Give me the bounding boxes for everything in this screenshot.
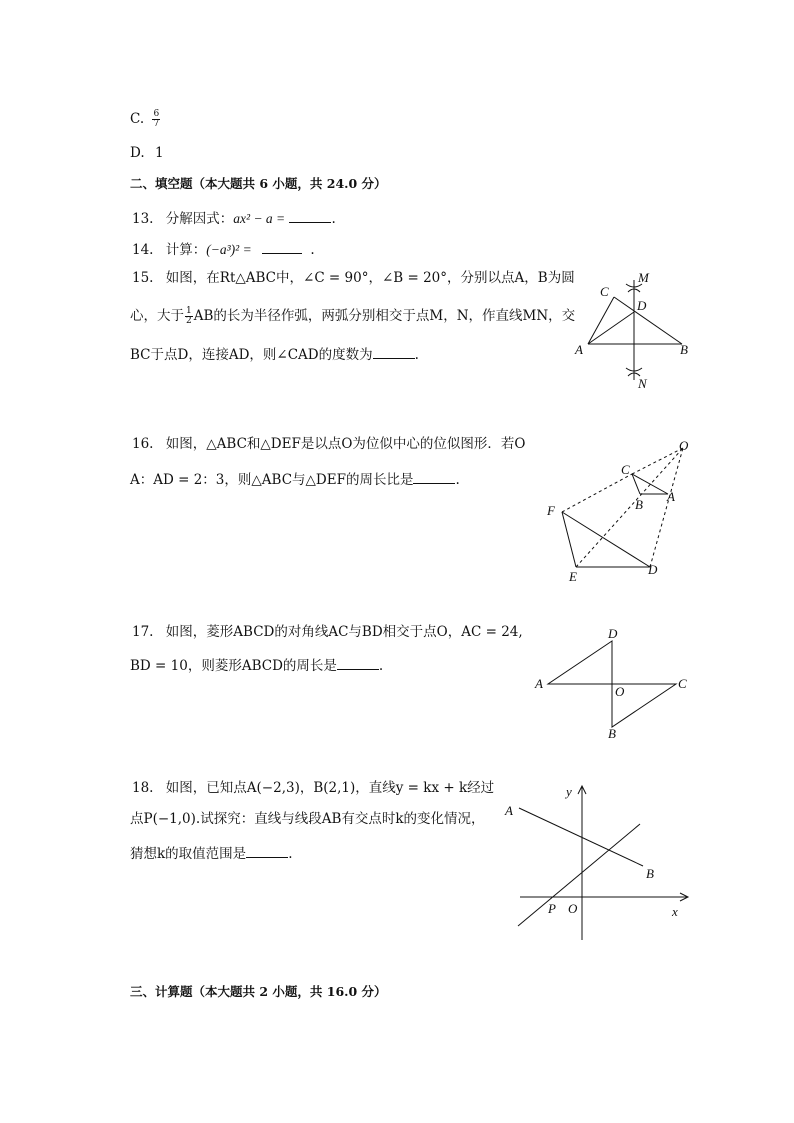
q16-label-a: A <box>667 489 675 504</box>
q17-label-c: C <box>678 676 687 691</box>
question-15-line-2 <box>130 307 575 326</box>
q17-figure <box>530 624 700 744</box>
question-17-line-1 <box>132 626 523 640</box>
q17-number: 17. <box>132 624 154 640</box>
q18-line-through-p <box>518 824 640 926</box>
q15-label-d: D <box>637 298 647 313</box>
q16-line2-text: A：AD = 2：3，则△ABC与△DEF的周长比是 <box>130 472 414 488</box>
q16-dashed-co <box>632 448 683 474</box>
q17-label-d: D <box>608 626 618 641</box>
q16-label-o: O <box>679 438 689 453</box>
q15-segment-ac <box>588 297 614 344</box>
q16-figure <box>540 436 700 586</box>
q16-segment-fd <box>562 512 650 567</box>
q13-math: ax² − a = <box>233 211 286 226</box>
q15-label-n: N <box>638 376 647 391</box>
q17-label-a: A <box>535 676 543 691</box>
q14-answer-blank <box>262 241 302 254</box>
question-15-line-3 <box>130 346 419 363</box>
q18-figure <box>500 780 700 950</box>
q16-segment-ca <box>632 474 668 494</box>
q17-label-o: O <box>615 684 625 699</box>
question-18-line-1 <box>132 782 494 796</box>
q15-line1-text: 如图，在Rt△ABC中，∠C = 90°，∠B = 20°，分别以点A，B为圆 <box>165 270 575 286</box>
q17-end: . <box>378 658 384 674</box>
question-13 <box>132 210 336 227</box>
question-18-line-2 <box>130 813 485 827</box>
q16-label-b: B <box>635 497 643 512</box>
q16-label-d: D <box>648 562 658 577</box>
section-2-heading: 二、填空题（本大题共 6 小题，共 24.0 分） <box>130 176 387 191</box>
q18-line1-text: 如图，已知点A(−2,3)，B(2,1)，直线y = kx + k经过 <box>165 780 495 796</box>
question-16-line-1 <box>132 438 525 452</box>
q15-number: 15. <box>132 270 154 286</box>
q15-segment-cb <box>614 297 682 344</box>
option-c-fraction <box>152 110 160 129</box>
q14-math: (−a³)² = <box>206 242 252 257</box>
q16-dashed-fc <box>562 474 632 512</box>
q14-end: . <box>310 242 315 258</box>
option-c <box>130 110 161 129</box>
q15-line3-text: BC于点D，连接AD，则∠CAD的度数为 <box>130 347 373 363</box>
option-d-value: 1 <box>154 145 164 161</box>
q15-line2b-text: AB的长为半径作弧，两弧分别相交于点M，N，作直线MN，交 <box>193 308 576 324</box>
q15-half-den: 2 <box>186 316 192 326</box>
q18-label-x: x <box>672 904 678 919</box>
option-c-label: C. <box>130 111 145 127</box>
q15-answer-blank <box>373 346 415 359</box>
option-c-numerator: 6 <box>153 109 160 119</box>
q13-end: . <box>331 211 336 227</box>
q16-line1-text: 如图，△ABC和△DEF是以点O为位似中心的位似图形．若O <box>165 436 526 452</box>
q17-answer-blank <box>337 657 379 670</box>
q16-end: . <box>455 472 460 488</box>
q18-label-b: B <box>646 866 654 881</box>
option-d-label: D. <box>130 145 145 161</box>
question-16-line-2 <box>130 471 460 488</box>
q13-answer-blank <box>289 210 331 223</box>
q18-line3-text: 猜想k的取值范围是 <box>130 846 247 862</box>
q16-dashed-do <box>650 448 683 567</box>
q16-number: 16. <box>132 436 154 452</box>
q15-segment-ad <box>588 312 634 344</box>
question-14 <box>132 241 315 258</box>
question-15-line-1 <box>132 272 575 286</box>
q15-label-m: M <box>638 270 649 285</box>
question-17-line-2 <box>130 657 383 674</box>
q15-line2a-text: 心，大于 <box>130 308 184 324</box>
q17-label-b: B <box>608 726 616 741</box>
q15-half-fraction <box>185 307 193 326</box>
q18-line2-text: 点P(−1,0).试探究：直线与线段AB有交点时k的变化情况， <box>130 811 485 827</box>
q13-text: 分解因式： <box>165 211 234 227</box>
q13-number: 13. <box>132 211 154 227</box>
q15-label-c: C <box>600 284 609 299</box>
q18-label-p: P <box>548 901 556 916</box>
q18-label-y: y <box>566 784 572 799</box>
q15-label-b: B <box>680 342 688 357</box>
q17-line1-text: 如图，菱形ABCD的对角线AC与BD相交于点O，AC = 24, <box>165 624 523 640</box>
q18-answer-blank <box>246 845 288 858</box>
q18-label-o: O <box>568 901 578 916</box>
q14-text: 计算： <box>165 242 207 258</box>
q16-segment-cb <box>632 474 640 494</box>
q15-end: . <box>414 347 419 363</box>
q15-label-a: A <box>575 342 583 357</box>
question-18-line-3 <box>130 845 292 862</box>
q16-answer-blank <box>413 471 455 484</box>
q18-number: 18. <box>132 780 154 796</box>
section-3-heading: 三、计算题（本大题共 2 小题，共 16.0 分） <box>130 984 387 999</box>
q16-label-f: F <box>547 503 555 518</box>
q18-label-a: A <box>505 803 513 818</box>
q15-figure <box>570 268 700 393</box>
q14-number: 14. <box>132 242 154 258</box>
q16-label-c: C <box>621 462 630 477</box>
q16-label-e: E <box>569 569 577 584</box>
option-c-denominator: 7 <box>153 119 160 129</box>
q15-half-num: 1 <box>186 306 192 316</box>
q16-segment-fe <box>562 512 576 567</box>
q18-end: . <box>288 846 293 862</box>
q17-line2-text: BD = 10，则菱形ABCD的周长是 <box>130 658 337 674</box>
option-d <box>130 147 164 161</box>
